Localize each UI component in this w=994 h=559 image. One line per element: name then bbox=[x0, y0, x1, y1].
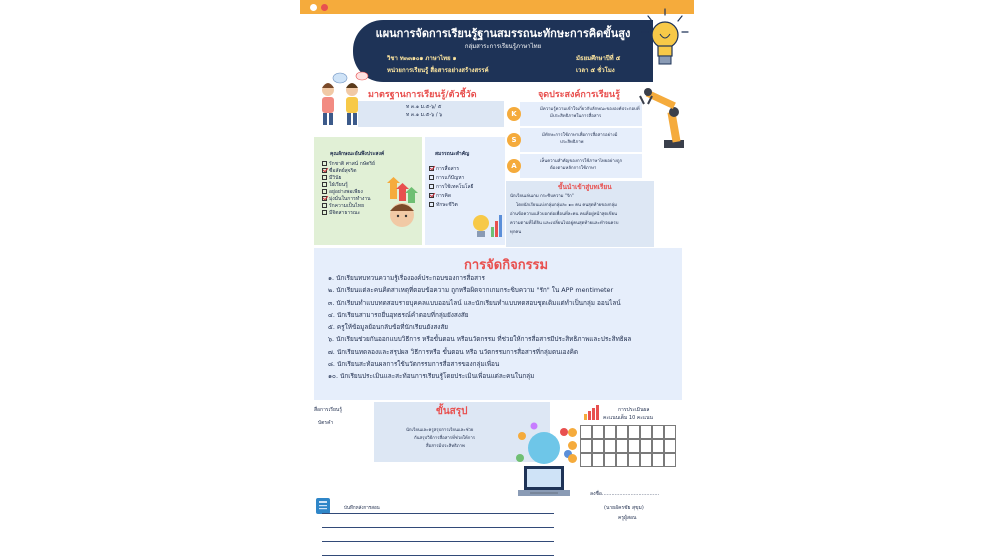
activity-item: ๔. นักเรียนสามารถยื่นอุทธรณ์คำตอบที่กลุ่มยังสงสัย bbox=[328, 310, 469, 319]
time-label: เวลา ๕ ชั่วโมง bbox=[576, 67, 615, 74]
signature-line: ลงชื่อ.................................... bbox=[590, 491, 660, 497]
objective-text: มีทักษะการใช้ภาษาเพื่อการสื่อสารอย่างมี bbox=[542, 133, 618, 138]
plan-title: แผนการจัดการเรียนรู้ฐานสมรรถนะทักษะการคิดขั้นสูง bbox=[375, 27, 631, 40]
competency-item[interactable]: ทักษะชีวิต bbox=[429, 201, 474, 210]
note-line bbox=[322, 527, 554, 528]
checkbox-checked-icon[interactable] bbox=[429, 166, 434, 171]
note-line bbox=[322, 541, 554, 542]
traits-title: คุณลักษณะอันพึงประสงค์ bbox=[330, 151, 385, 157]
checkbox-icon[interactable] bbox=[322, 189, 327, 194]
robot-arm-icon bbox=[636, 82, 692, 152]
evaluation-grid bbox=[580, 425, 676, 467]
checkbox-icon[interactable] bbox=[322, 161, 327, 166]
evaluation-title: การประเมินผล bbox=[618, 407, 650, 413]
checkbox-icon[interactable] bbox=[429, 184, 434, 189]
unit-label: หน่วยการเรียนรู้ สื่อสารอย่างสร้างสรรค์ bbox=[387, 67, 489, 74]
plan-subtitle: กลุ่มสาระการเรียนรู้ภาษาไทย bbox=[464, 43, 542, 50]
summary-line: นักเรียนและครูสรุปการเรียนและช่วย bbox=[406, 428, 474, 433]
activity-item: ๗. นักเรียนทดลองและสรุปผล วิธีการหรือ ขั้นตอน หรือ นวัตกรรมการสื่อสารที่กลุ่มตนเองคิด bbox=[328, 347, 579, 356]
summary-title: ขั้นสรุป bbox=[436, 406, 468, 417]
trait-item[interactable]: ซื่อสัตย์สุจริต bbox=[322, 168, 375, 175]
dot-decoration-icon bbox=[568, 428, 577, 437]
checkbox-icon[interactable] bbox=[322, 182, 327, 187]
dot-decoration-icon bbox=[568, 441, 577, 450]
checkbox-icon[interactable] bbox=[322, 210, 327, 215]
intro-line: นักเรียนเล่นเกม กระซิบความ "รัก" bbox=[510, 194, 574, 199]
competency-item[interactable]: การแก้ปัญหา bbox=[429, 174, 474, 183]
checkbox-checked-icon[interactable] bbox=[322, 168, 327, 173]
activity-item: ๒. นักเรียนแต่ละคนคิดสาเหตุที่ตอบข้อความ ถูกหรือผิดจากเกมกระซิบความ "รัก" ใน APP mentimeter bbox=[328, 286, 614, 295]
activity-item: ๓. นักเรียนทำแบบทดสอบรายบุคคลแบบออนไลน์ และนักเรียนทำแบบทดสอบชุดเดิมแต่ทำเป็นกลุ่ม ออนไลน์ bbox=[328, 298, 621, 307]
objectives-title: จุดประสงค์การเรียนรู้ bbox=[538, 90, 620, 100]
window-dot-icon bbox=[310, 4, 317, 11]
checkbox-icon[interactable] bbox=[322, 203, 327, 208]
competency-item[interactable]: การคิด bbox=[429, 192, 474, 201]
objective-text: มีประสิทธิภาพในการสื่อสาร bbox=[550, 114, 602, 119]
checkbox-icon[interactable] bbox=[322, 175, 327, 180]
traits-list bbox=[322, 161, 375, 217]
laptop-network-icon bbox=[512, 420, 576, 502]
trait-item[interactable]: มุ่งมั่นในการทำงาน bbox=[322, 196, 375, 203]
objective-text: ประสิทธิภาพ bbox=[560, 140, 584, 145]
header-banner bbox=[353, 20, 653, 82]
trait-item[interactable]: รักความเป็นไทย bbox=[322, 203, 375, 210]
activity-item: ๑. นักเรียนทบทวนความรู้เรื่ององค์ประกอบของการสื่อสาร bbox=[328, 274, 485, 282]
objective-text: ต้องตามหลักการใช้ภาษา bbox=[550, 166, 597, 171]
objective-k-box bbox=[520, 102, 642, 126]
student-thinking-icon bbox=[384, 177, 420, 233]
lesson-plan-page bbox=[300, 0, 694, 559]
summary-line: กันสรุปวิธีการสื่อสารที่ช่วยให้การ bbox=[414, 436, 476, 441]
bar-chart-icon bbox=[583, 404, 601, 420]
activities-list bbox=[328, 272, 631, 383]
checkbox-icon[interactable] bbox=[429, 175, 434, 180]
note-line bbox=[322, 555, 554, 556]
intro-title: ขั้นนำเข้าสู่บทเรียน bbox=[558, 183, 612, 191]
intro-line: โดยนักเรียนแบ่งกลุ่มกลุ่มละ ๑๐ คน คนสุดท้ายของกลุ่ม bbox=[516, 203, 617, 208]
standards-title: มาตรฐานการเรียนรู้/ตัวชี้วัด bbox=[368, 90, 477, 100]
objective-text: เห็นความสำคัญของการใช้ภาษาไทยอย่างถูก bbox=[540, 159, 623, 164]
intro-box bbox=[506, 181, 654, 247]
media-item: บัตรคำ bbox=[318, 420, 334, 426]
dot-decoration-icon bbox=[568, 454, 577, 463]
activity-item: ๑๐. นักเรียนประเมินและสะท้อนการเรียนรู้โดยประเมินเพื่อนแต่ละคนในกลุ่ม bbox=[328, 372, 535, 381]
competencies-box bbox=[425, 137, 505, 245]
competency-item[interactable]: การสื่อสาร bbox=[429, 165, 474, 174]
level-label: มัธยมศึกษาปีที่ ๕ bbox=[576, 55, 621, 62]
competency-item[interactable]: การใช้เทคโนโลยี bbox=[429, 183, 474, 192]
activity-item: ๖. นักเรียนช่วยกันออกแบบวิธีการ หรือขั้นตอน หรือนวัตกรรม ที่ช่วยให้การสื่อสารมีประสิทธิภาพและประสิทธิผล bbox=[328, 335, 632, 344]
objective-a-box bbox=[520, 154, 642, 178]
summary-line: สื่อสารมีประสิทธิภาพ bbox=[426, 444, 465, 449]
notes-label: บันทึกหลังการสอน bbox=[344, 506, 380, 511]
competencies-title: สมรรถนะสำคัญ bbox=[435, 151, 470, 157]
trait-item[interactable]: ใฝ่เรียนรู้ bbox=[322, 182, 375, 189]
standards-box bbox=[358, 101, 504, 127]
activity-item: ๘. นักเรียนสะท้อนผลการใช้นวัตกรรมการสื่อสารของกลุ่มเพื่อน bbox=[328, 360, 500, 369]
bulb-chart-icon bbox=[469, 207, 503, 243]
objective-badge: A bbox=[507, 159, 521, 173]
lightbulb-icon bbox=[640, 6, 690, 74]
intro-line: ทุกคน bbox=[510, 230, 522, 235]
standard-line: ท ๓.๑ ม.๕-๖/ ๕ bbox=[406, 104, 442, 110]
trait-item[interactable]: มีวินัย bbox=[322, 175, 375, 182]
trait-item[interactable]: มีจิตสาธารณะ bbox=[322, 210, 375, 217]
activities-title: การจัดกิจกรรม bbox=[464, 258, 549, 273]
note-line bbox=[322, 513, 554, 514]
activity-item: ๕. ครูให้ข้อมูลย้อนกลับข้อที่นักเรียนยังสงสัย bbox=[328, 323, 448, 332]
teacher-name: (นายอัครชัย สุขุม) bbox=[604, 505, 644, 511]
activities-box bbox=[314, 248, 682, 400]
traits-box bbox=[314, 137, 422, 245]
checkbox-icon[interactable] bbox=[429, 202, 434, 207]
objective-badge: K bbox=[507, 107, 521, 121]
teacher-role: ครูผู้สอน bbox=[618, 515, 637, 521]
intro-line: ความตามที่ได้ยิน และเปลี่ยนไปอยู่คนสุดท้ายและทำจนครบ bbox=[510, 221, 619, 226]
window-dot-icon bbox=[321, 4, 328, 11]
objective-s-box bbox=[520, 128, 642, 152]
top-bar bbox=[300, 0, 694, 14]
checkbox-checked-icon[interactable] bbox=[429, 193, 434, 198]
intro-line: อ่านข้อความแล้วบอกต่อเพื่อนที่ละคน คนที่อยู่หน้าสุดเขียน bbox=[510, 212, 618, 217]
subject-label: วิชา ท๓๓๑๐๑ ภาษาไทย ๑ bbox=[387, 55, 457, 62]
checkbox-checked-icon[interactable] bbox=[322, 196, 327, 201]
competencies-list bbox=[429, 165, 474, 210]
standard-line: ท ๓.๑ ม.๕-๖ / ๖ bbox=[406, 112, 443, 118]
trait-item[interactable]: รักชาติ ศาสน์ กษัตริย์ bbox=[322, 161, 375, 168]
evaluation-score: คะแนนเต็ม 10 คะแนน bbox=[603, 415, 653, 421]
objective-text: มีความรู้ความเข้าใจเกี่ยวกับลักษณะขององค์ประกอบที่ bbox=[540, 107, 640, 112]
trait-item[interactable]: อยู่อย่างพอเพียง bbox=[322, 189, 375, 196]
media-label: สื่อการเรียนรู้ bbox=[314, 407, 343, 413]
objective-badge: S bbox=[507, 133, 521, 147]
